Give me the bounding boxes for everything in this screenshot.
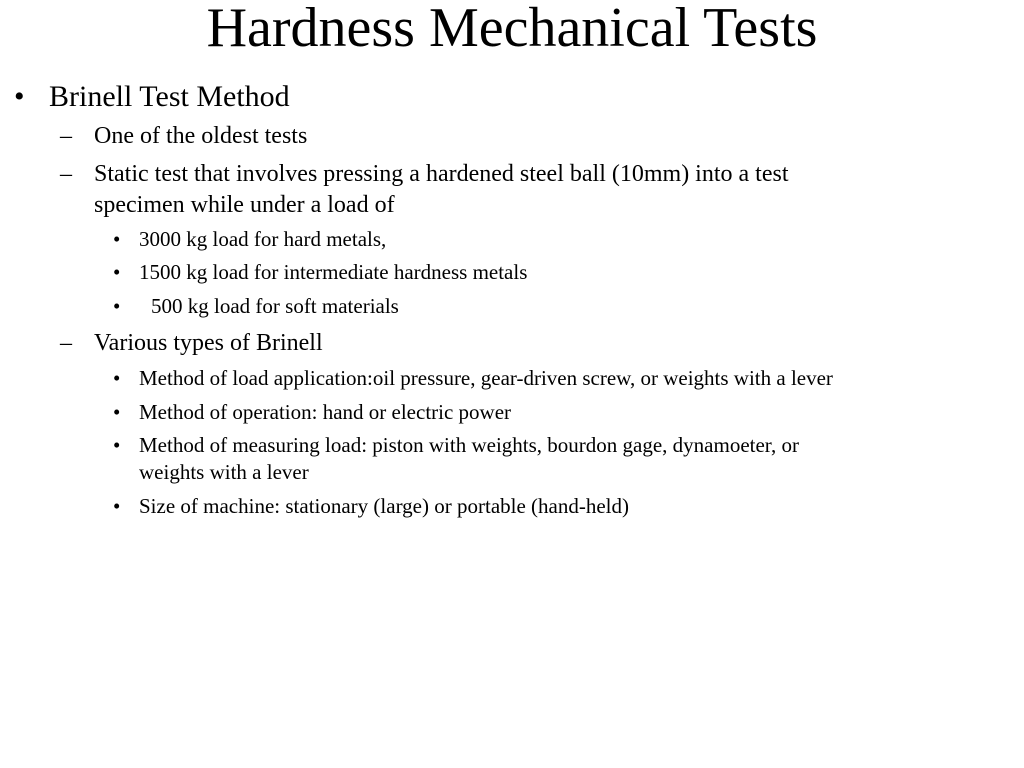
item-various: Various types of Brinell <box>94 330 323 356</box>
bullet-marker: • <box>113 260 121 284</box>
bullet-marker: • <box>14 80 25 113</box>
item-oldest: One of the oldest tests <box>94 123 308 149</box>
item-method-operation: Method of operation: hand or electric power <box>139 400 512 424</box>
dash-marker: – <box>60 123 72 149</box>
item-load-1500: 1500 kg load for intermediate hardness metals <box>139 260 528 284</box>
item-method-load-application: Method of load application:oil pressure, gear-driven screw, or weights with a lever <box>139 366 833 390</box>
dash-marker: – <box>60 330 72 356</box>
bullet-marker: • <box>113 433 121 457</box>
bullet-marker: • <box>113 400 121 424</box>
slide-title: Hardness Mechanical Tests <box>206 0 818 59</box>
bullet-marker: • <box>113 227 121 251</box>
item-load-500: 500 kg load for soft materials <box>151 294 399 318</box>
bullet-marker: • <box>113 494 121 518</box>
item-size-machine: Size of machine: stationary (large) or portable (hand-held) <box>139 494 630 518</box>
bullet-marker: • <box>113 294 121 318</box>
dash-marker: – <box>60 161 72 187</box>
item-load-3000: 3000 kg load for hard metals, <box>139 227 387 251</box>
item-static-line1: Static test that involves pressing a hardened steel ball (10mm) into a test <box>94 161 789 187</box>
item-method-measuring-line1: Method of measuring load: piston with weights, bourdon gage, dynamoeter, or <box>139 433 799 457</box>
brinell-heading: Brinell Test Method <box>49 80 290 113</box>
item-static-line2: specimen while under a load of <box>94 192 395 218</box>
bullet-marker: • <box>113 366 121 390</box>
item-method-measuring-line2: weights with a lever <box>139 460 309 484</box>
